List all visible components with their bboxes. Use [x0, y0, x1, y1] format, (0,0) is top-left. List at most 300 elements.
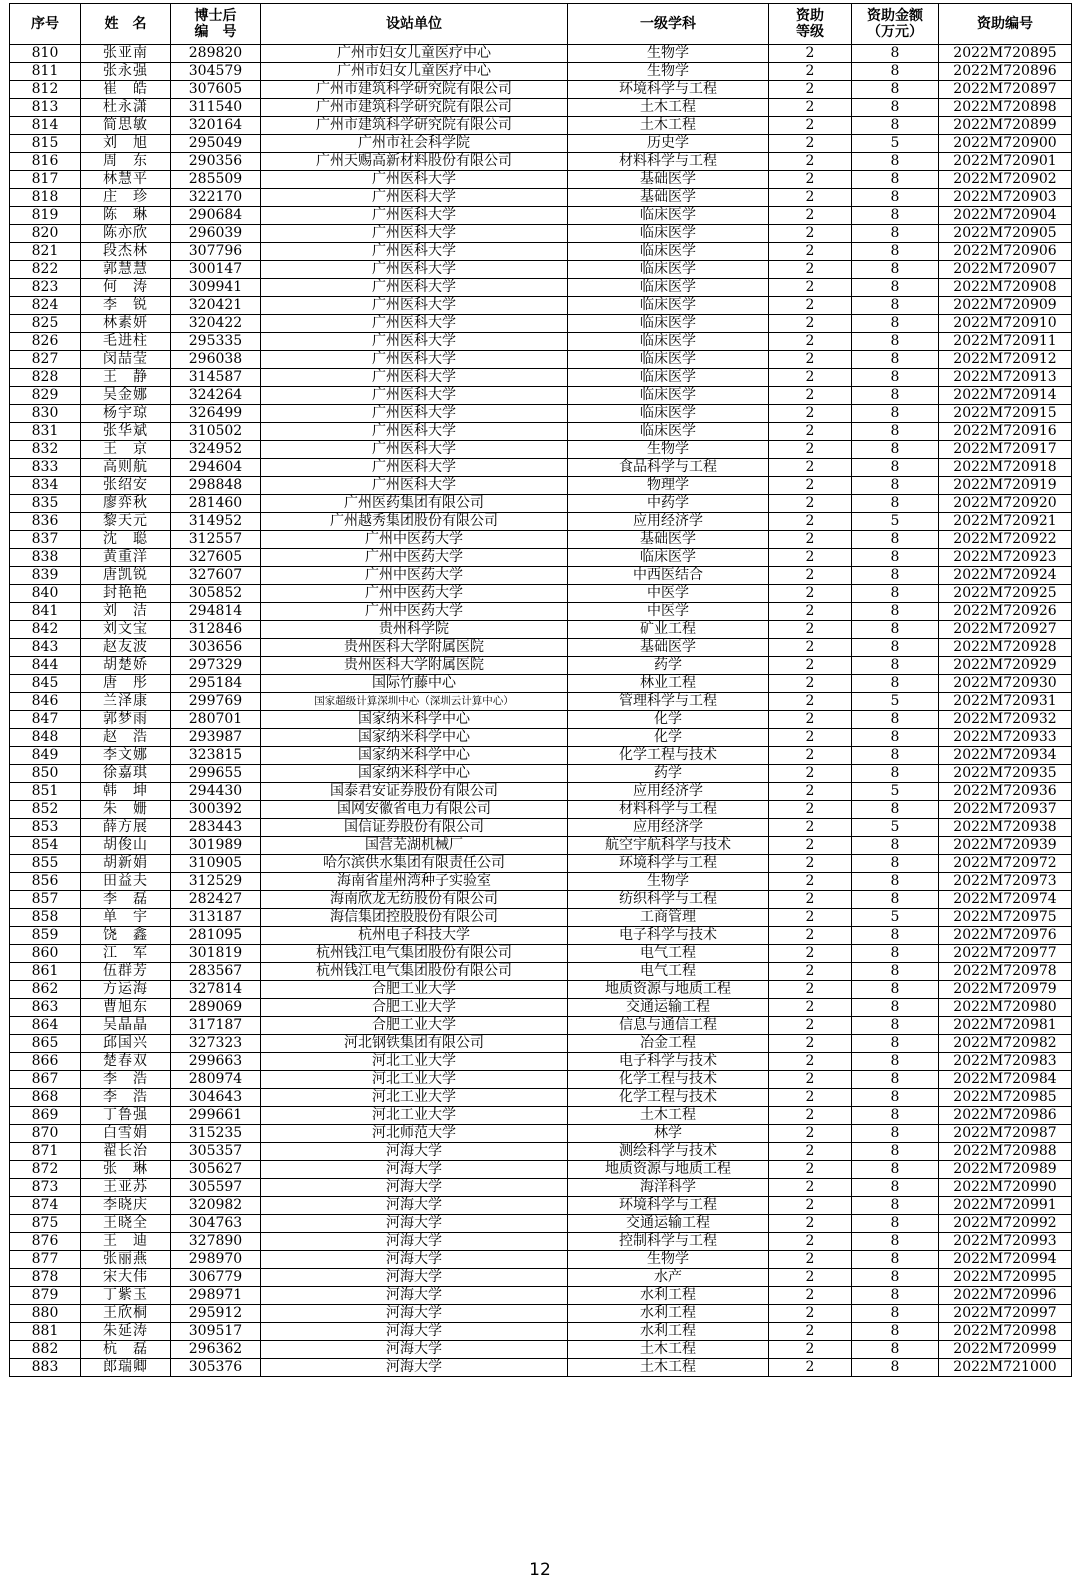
name-cell: 单 宇: [81, 909, 171, 927]
subject-cell: 电气工程: [568, 963, 769, 981]
name-cell: 郎瑞卿: [81, 1359, 171, 1377]
postdoc-id-cell: 322170: [171, 189, 261, 207]
header-name: 姓 名: [81, 4, 171, 45]
name-cell: 黎天元: [81, 513, 171, 531]
table-row: [10, 1089, 1072, 1107]
org-cell: 广州越秀集团股份有限公司: [261, 513, 568, 531]
amount-cell: 8: [852, 1233, 939, 1251]
grant-no-cell: 2022M720980: [939, 999, 1072, 1017]
postdoc-id-cell: 307605: [171, 81, 261, 99]
seq-cell: 857: [10, 891, 81, 909]
postdoc-id-cell: 298970: [171, 1251, 261, 1269]
seq-cell: 820: [10, 225, 81, 243]
postdoc-id-cell: 294430: [171, 783, 261, 801]
name-cell: 韩 坤: [81, 783, 171, 801]
header-grant-no: 资助编号: [939, 4, 1072, 45]
org-cell: 合肥工业大学: [261, 981, 568, 999]
name-cell: 兰泽康: [81, 693, 171, 711]
level-cell: 2: [769, 1215, 852, 1233]
org-cell: 广州医科大学: [261, 297, 568, 315]
postdoc-id-cell: 309941: [171, 279, 261, 297]
funding-table: [9, 3, 1072, 1377]
grant-no-cell: 2022M720979: [939, 981, 1072, 999]
seq-cell: 830: [10, 405, 81, 423]
level-cell: 2: [769, 603, 852, 621]
postdoc-id-cell: 305852: [171, 585, 261, 603]
subject-cell: 林学: [568, 1125, 769, 1143]
grant-no-cell: 2022M720989: [939, 1161, 1072, 1179]
amount-cell: 8: [852, 873, 939, 891]
subject-cell: 电子科学与技术: [568, 927, 769, 945]
subject-cell: 化学: [568, 711, 769, 729]
amount-cell: 8: [852, 1197, 939, 1215]
amount-cell: 8: [852, 387, 939, 405]
subject-cell: 药学: [568, 657, 769, 675]
name-cell: 张亚南: [81, 45, 171, 63]
level-cell: 2: [769, 1017, 852, 1035]
subject-cell: 管理科学与工程: [568, 693, 769, 711]
org-cell: 广州市社会科学院: [261, 135, 568, 153]
amount-cell: 8: [852, 945, 939, 963]
org-cell: 河海大学: [261, 1233, 568, 1251]
subject-cell: 基础医学: [568, 639, 769, 657]
postdoc-id-cell: 293987: [171, 729, 261, 747]
level-cell: 2: [769, 549, 852, 567]
seq-cell: 846: [10, 693, 81, 711]
seq-cell: 867: [10, 1071, 81, 1089]
amount-cell: 8: [852, 1323, 939, 1341]
subject-cell: 药学: [568, 765, 769, 783]
subject-cell: 电子科学与技术: [568, 1053, 769, 1071]
level-cell: 2: [769, 1179, 852, 1197]
level-cell: 2: [769, 1323, 852, 1341]
level-cell: 2: [769, 747, 852, 765]
subject-cell: 电气工程: [568, 945, 769, 963]
level-cell: 2: [769, 999, 852, 1017]
name-cell: 段杰林: [81, 243, 171, 261]
seq-cell: 834: [10, 477, 81, 495]
level-cell: 2: [769, 225, 852, 243]
name-cell: 李晓庆: [81, 1197, 171, 1215]
amount-cell: 8: [852, 621, 939, 639]
table-row: [10, 1179, 1072, 1197]
org-cell: 合肥工业大学: [261, 1017, 568, 1035]
seq-cell: 874: [10, 1197, 81, 1215]
amount-cell: 8: [852, 117, 939, 135]
level-cell: 2: [769, 1053, 852, 1071]
table-row: [10, 1197, 1072, 1215]
seq-cell: 880: [10, 1305, 81, 1323]
table-row: [10, 1341, 1072, 1359]
level-cell: 2: [769, 693, 852, 711]
org-cell: 河海大学: [261, 1143, 568, 1161]
org-cell: 海南省崖州湾种子实验室: [261, 873, 568, 891]
seq-cell: 842: [10, 621, 81, 639]
postdoc-id-cell: 290356: [171, 153, 261, 171]
seq-cell: 877: [10, 1251, 81, 1269]
seq-cell: 833: [10, 459, 81, 477]
seq-cell: 829: [10, 387, 81, 405]
amount-cell: 8: [852, 1071, 939, 1089]
subject-cell: 交通运输工程: [568, 1215, 769, 1233]
subject-cell: 临床医学: [568, 207, 769, 225]
grant-no-cell: 2022M720901: [939, 153, 1072, 171]
name-cell: 黄重洋: [81, 549, 171, 567]
table-body: [10, 45, 1072, 1377]
name-cell: 廖弈秋: [81, 495, 171, 513]
table-row: [10, 243, 1072, 261]
postdoc-id-cell: 285509: [171, 171, 261, 189]
table-row: [10, 1215, 1072, 1233]
subject-cell: 航空宇航科学与技术: [568, 837, 769, 855]
subject-cell: 生物学: [568, 63, 769, 81]
seq-cell: 853: [10, 819, 81, 837]
seq-cell: 875: [10, 1215, 81, 1233]
seq-cell: 822: [10, 261, 81, 279]
seq-cell: 869: [10, 1107, 81, 1125]
subject-cell: 历史学: [568, 135, 769, 153]
subject-cell: 工商管理: [568, 909, 769, 927]
org-cell: 广州天赐高新材料股份有限公司: [261, 153, 568, 171]
level-cell: 2: [769, 243, 852, 261]
grant-no-cell: 2022M720919: [939, 477, 1072, 495]
seq-cell: 823: [10, 279, 81, 297]
postdoc-id-cell: 312846: [171, 621, 261, 639]
postdoc-id-cell: 280974: [171, 1071, 261, 1089]
org-cell: 河北工业大学: [261, 1071, 568, 1089]
amount-cell: 5: [852, 135, 939, 153]
level-cell: 2: [769, 279, 852, 297]
org-cell: 河海大学: [261, 1215, 568, 1233]
grant-no-cell: 2022M720900: [939, 135, 1072, 153]
seq-cell: 819: [10, 207, 81, 225]
table-row: [10, 81, 1072, 99]
org-cell: 广州医科大学: [261, 333, 568, 351]
amount-cell: 8: [852, 1035, 939, 1053]
grant-no-cell: 2022M720928: [939, 639, 1072, 657]
amount-cell: 8: [852, 1107, 939, 1125]
header-subject: 一级学科: [568, 4, 769, 45]
org-cell: 广州医科大学: [261, 423, 568, 441]
table-row: [10, 1323, 1072, 1341]
seq-cell: 836: [10, 513, 81, 531]
grant-no-cell: 2022M720935: [939, 765, 1072, 783]
org-cell: 广州市建筑科学研究院有限公司: [261, 99, 568, 117]
grant-no-cell: 2022M720910: [939, 315, 1072, 333]
postdoc-id-cell: 304763: [171, 1215, 261, 1233]
grant-no-cell: 2022M720898: [939, 99, 1072, 117]
name-cell: 林慧平: [81, 171, 171, 189]
grant-no-cell: 2022M720918: [939, 459, 1072, 477]
subject-cell: 土木工程: [568, 117, 769, 135]
subject-cell: 中药学: [568, 495, 769, 513]
table-row: [10, 1359, 1072, 1377]
postdoc-id-cell: 327814: [171, 981, 261, 999]
postdoc-id-cell: 283443: [171, 819, 261, 837]
table-row: [10, 1143, 1072, 1161]
org-cell: 国营芜湖机械厂: [261, 837, 568, 855]
name-cell: 朱延涛: [81, 1323, 171, 1341]
table-row: [10, 603, 1072, 621]
level-cell: 2: [769, 207, 852, 225]
name-cell: 唐凯锐: [81, 567, 171, 585]
seq-cell: 845: [10, 675, 81, 693]
subject-cell: 冶金工程: [568, 1035, 769, 1053]
amount-cell: 8: [852, 963, 939, 981]
amount-cell: 8: [852, 1359, 939, 1377]
org-cell: 海信集团控股股份有限公司: [261, 909, 568, 927]
level-cell: 2: [769, 783, 852, 801]
name-cell: 朱 姗: [81, 801, 171, 819]
seq-cell: 863: [10, 999, 81, 1017]
subject-cell: 临床医学: [568, 369, 769, 387]
table-row: [10, 1053, 1072, 1071]
org-cell: 河北师范大学: [261, 1125, 568, 1143]
level-cell: 2: [769, 963, 852, 981]
amount-cell: 8: [852, 243, 939, 261]
level-cell: 2: [769, 117, 852, 135]
seq-cell: 840: [10, 585, 81, 603]
amount-cell: 8: [852, 1089, 939, 1107]
level-cell: 2: [769, 333, 852, 351]
level-cell: 2: [769, 945, 852, 963]
seq-cell: 832: [10, 441, 81, 459]
org-cell: 广州市建筑科学研究院有限公司: [261, 81, 568, 99]
table-row: [10, 657, 1072, 675]
grant-no-cell: 2022M720991: [939, 1197, 1072, 1215]
subject-cell: 基础医学: [568, 189, 769, 207]
subject-cell: 临床医学: [568, 279, 769, 297]
grant-no-cell: 2022M720912: [939, 351, 1072, 369]
table-row: [10, 315, 1072, 333]
amount-cell: 8: [852, 225, 939, 243]
level-cell: 2: [769, 675, 852, 693]
org-cell: 广州医科大学: [261, 207, 568, 225]
seq-cell: 813: [10, 99, 81, 117]
name-cell: 曹旭东: [81, 999, 171, 1017]
name-cell: 胡俊山: [81, 837, 171, 855]
seq-cell: 858: [10, 909, 81, 927]
org-cell: 国网安徽省电力有限公司: [261, 801, 568, 819]
name-cell: 周 东: [81, 153, 171, 171]
seq-cell: 838: [10, 549, 81, 567]
table-row: [10, 459, 1072, 477]
subject-cell: 中医学: [568, 585, 769, 603]
seq-cell: 865: [10, 1035, 81, 1053]
seq-cell: 881: [10, 1323, 81, 1341]
name-cell: 陈 琳: [81, 207, 171, 225]
org-cell: 广州医科大学: [261, 405, 568, 423]
subject-cell: 生物学: [568, 1251, 769, 1269]
name-cell: 高则航: [81, 459, 171, 477]
postdoc-id-cell: 310502: [171, 423, 261, 441]
postdoc-id-cell: 304579: [171, 63, 261, 81]
name-cell: 张丽燕: [81, 1251, 171, 1269]
table-row: [10, 639, 1072, 657]
grant-no-cell: 2022M720931: [939, 693, 1072, 711]
subject-cell: 环境科学与工程: [568, 81, 769, 99]
amount-cell: 8: [852, 279, 939, 297]
seq-cell: 847: [10, 711, 81, 729]
postdoc-id-cell: 312529: [171, 873, 261, 891]
amount-cell: 8: [852, 1161, 939, 1179]
name-cell: 林素妍: [81, 315, 171, 333]
grant-no-cell: 2022M720902: [939, 171, 1072, 189]
amount-cell: 8: [852, 999, 939, 1017]
seq-cell: 870: [10, 1125, 81, 1143]
org-cell: 贵州医科大学附属医院: [261, 639, 568, 657]
name-cell: 沈 聪: [81, 531, 171, 549]
postdoc-id-cell: 320421: [171, 297, 261, 315]
name-cell: 李 浩: [81, 1071, 171, 1089]
seq-cell: 835: [10, 495, 81, 513]
grant-no-cell: 2022M720982: [939, 1035, 1072, 1053]
level-cell: 2: [769, 1089, 852, 1107]
subject-cell: 中西医结合: [568, 567, 769, 585]
postdoc-id-cell: 311540: [171, 99, 261, 117]
amount-cell: 8: [852, 1251, 939, 1269]
seq-cell: 883: [10, 1359, 81, 1377]
amount-cell: 8: [852, 981, 939, 999]
amount-cell: 8: [852, 927, 939, 945]
postdoc-id-cell: 296038: [171, 351, 261, 369]
postdoc-id-cell: 297329: [171, 657, 261, 675]
seq-cell: 812: [10, 81, 81, 99]
header-amount: 资助金额 （万元）: [852, 4, 939, 45]
level-cell: 2: [769, 909, 852, 927]
table-row: [10, 261, 1072, 279]
name-cell: 郭梦雨: [81, 711, 171, 729]
level-cell: 2: [769, 837, 852, 855]
level-cell: 2: [769, 1161, 852, 1179]
subject-cell: 生物学: [568, 45, 769, 63]
subject-cell: 材料科学与工程: [568, 801, 769, 819]
table-row: [10, 1017, 1072, 1035]
org-cell: 广州中医药大学: [261, 531, 568, 549]
level-cell: 2: [769, 1359, 852, 1377]
org-cell: 国信证券股份有限公司: [261, 819, 568, 837]
seq-cell: 821: [10, 243, 81, 261]
grant-no-cell: 2022M720995: [939, 1269, 1072, 1287]
grant-no-cell: 2022M720906: [939, 243, 1072, 261]
subject-cell: 临床医学: [568, 261, 769, 279]
postdoc-id-cell: 315235: [171, 1125, 261, 1143]
org-cell: 广州医科大学: [261, 315, 568, 333]
subject-cell: 环境科学与工程: [568, 855, 769, 873]
name-cell: 张华斌: [81, 423, 171, 441]
table-row: [10, 333, 1072, 351]
name-cell: 王 京: [81, 441, 171, 459]
name-cell: 杭 磊: [81, 1341, 171, 1359]
postdoc-id-cell: 289069: [171, 999, 261, 1017]
amount-cell: 8: [852, 891, 939, 909]
postdoc-id-cell: 326499: [171, 405, 261, 423]
table-row: [10, 711, 1072, 729]
org-cell: 河北工业大学: [261, 1053, 568, 1071]
amount-cell: 8: [852, 423, 939, 441]
postdoc-id-cell: 301989: [171, 837, 261, 855]
name-cell: 简思敏: [81, 117, 171, 135]
seq-cell: 839: [10, 567, 81, 585]
amount-cell: 5: [852, 783, 939, 801]
level-cell: 2: [769, 369, 852, 387]
subject-cell: 水利工程: [568, 1323, 769, 1341]
level-cell: 2: [769, 1143, 852, 1161]
name-cell: 唐 彤: [81, 675, 171, 693]
table-row: [10, 567, 1072, 585]
level-cell: 2: [769, 531, 852, 549]
grant-no-cell: 2022M720899: [939, 117, 1072, 135]
table-row: [10, 441, 1072, 459]
postdoc-id-cell: 280701: [171, 711, 261, 729]
org-cell: 贵州医科大学附属医院: [261, 657, 568, 675]
level-cell: 2: [769, 1251, 852, 1269]
table-row: [10, 63, 1072, 81]
name-cell: 邱国兴: [81, 1035, 171, 1053]
postdoc-id-cell: 301819: [171, 945, 261, 963]
seq-cell: 816: [10, 153, 81, 171]
grant-no-cell: 2022M720909: [939, 297, 1072, 315]
seq-cell: 871: [10, 1143, 81, 1161]
grant-no-cell: 2022M720978: [939, 963, 1072, 981]
grant-no-cell: 2022M720985: [939, 1089, 1072, 1107]
postdoc-id-cell: 306779: [171, 1269, 261, 1287]
table-row: [10, 531, 1072, 549]
postdoc-id-cell: 305357: [171, 1143, 261, 1161]
table-row: [10, 1107, 1072, 1125]
level-cell: 2: [769, 981, 852, 999]
org-cell: 杭州钱江电气集团股份有限公司: [261, 963, 568, 981]
amount-cell: 8: [852, 1269, 939, 1287]
table-row: [10, 909, 1072, 927]
subject-cell: 临床医学: [568, 297, 769, 315]
org-cell: 广州医科大学: [261, 279, 568, 297]
level-cell: 2: [769, 801, 852, 819]
table-row: [10, 477, 1072, 495]
level-cell: 2: [769, 585, 852, 603]
org-cell: 河海大学: [261, 1323, 568, 1341]
grant-no-cell: 2022M720933: [939, 729, 1072, 747]
postdoc-id-cell: 324264: [171, 387, 261, 405]
amount-cell: 8: [852, 1053, 939, 1071]
org-cell: 广州医科大学: [261, 459, 568, 477]
amount-cell: 8: [852, 63, 939, 81]
grant-no-cell: 2022M720924: [939, 567, 1072, 585]
table-row: [10, 783, 1072, 801]
amount-cell: 8: [852, 99, 939, 117]
postdoc-id-cell: 320164: [171, 117, 261, 135]
name-cell: 江 军: [81, 945, 171, 963]
subject-cell: 化学工程与技术: [568, 1089, 769, 1107]
postdoc-id-cell: 300392: [171, 801, 261, 819]
amount-cell: 8: [852, 567, 939, 585]
grant-no-cell: 2022M720996: [939, 1287, 1072, 1305]
table-row: [10, 819, 1072, 837]
subject-cell: 化学: [568, 729, 769, 747]
subject-cell: 交通运输工程: [568, 999, 769, 1017]
seq-cell: 831: [10, 423, 81, 441]
subject-cell: 化学工程与技术: [568, 747, 769, 765]
postdoc-id-cell: 299769: [171, 693, 261, 711]
table-row: [10, 423, 1072, 441]
level-cell: 2: [769, 1071, 852, 1089]
amount-cell: 8: [852, 837, 939, 855]
org-cell: 国泰君安证券股份有限公司: [261, 783, 568, 801]
org-cell: 广州中医药大学: [261, 567, 568, 585]
table-row: [10, 225, 1072, 243]
amount-cell: 8: [852, 1341, 939, 1359]
level-cell: 2: [769, 81, 852, 99]
